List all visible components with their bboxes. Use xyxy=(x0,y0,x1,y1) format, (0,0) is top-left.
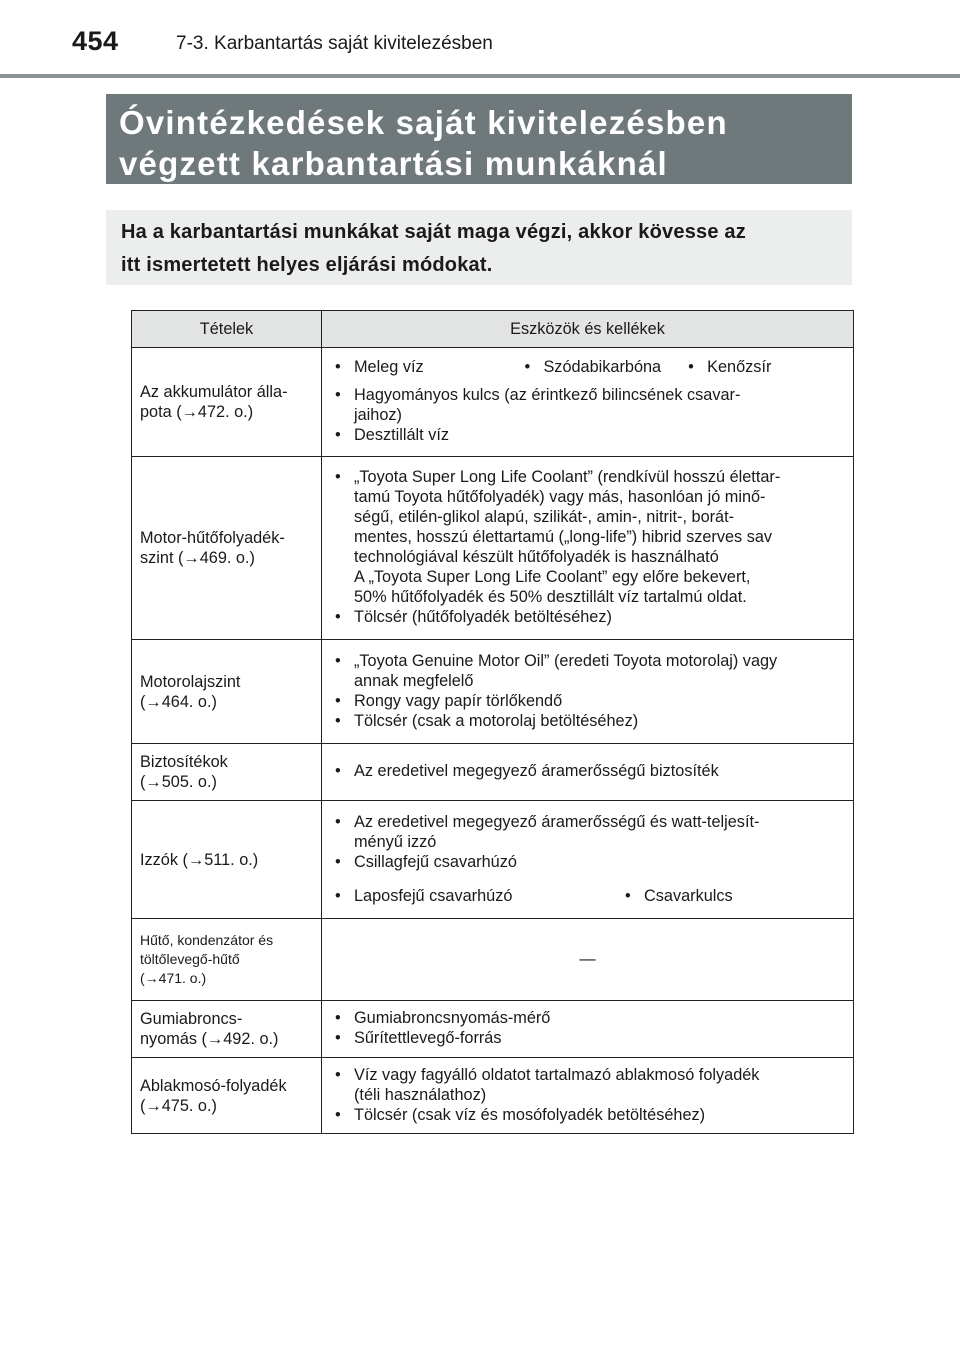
page-title xyxy=(106,94,852,184)
item-line: töltőlevegő-hűtő xyxy=(140,951,240,967)
tool-line: (téli használathoz) xyxy=(354,1085,487,1104)
item-line: pota (→472. o.) xyxy=(140,403,254,421)
table-row xyxy=(132,919,854,1001)
bullet-glyph: • xyxy=(335,1065,341,1084)
tool-item xyxy=(683,357,845,377)
tools-cell xyxy=(322,348,854,457)
bullet-glyph: • xyxy=(335,762,341,780)
tool-item xyxy=(330,812,845,852)
tool-item xyxy=(330,1028,845,1048)
column-header-items: Tételek xyxy=(132,311,322,348)
bullet-glyph: • xyxy=(335,651,341,670)
tool-item xyxy=(519,357,683,377)
item-line: (→471. o.) xyxy=(140,970,207,986)
tool-item xyxy=(330,711,845,731)
tool-line: 50% hűtőfolyadék és 50% desztillált víz tartalmú oldat. xyxy=(354,588,747,606)
bullet-glyph: • xyxy=(335,1009,341,1027)
tools-list xyxy=(330,385,845,445)
item-cell xyxy=(132,801,322,919)
item-line: Hűtő, kondenzátor és xyxy=(140,932,274,948)
table-row xyxy=(132,348,854,457)
tool-item xyxy=(330,385,845,425)
tool-line: Sűrítettlevegő-forrás xyxy=(354,1029,502,1047)
page-number: 454 xyxy=(72,26,119,56)
tool-line: Az eredetivel megegyező áramerősségű és watt-teljesít- xyxy=(354,812,760,831)
tool-item xyxy=(330,425,845,445)
empty-dash: — xyxy=(579,949,596,968)
bullet-glyph: • xyxy=(524,358,531,376)
item-line: Biztosítékok xyxy=(140,753,228,771)
tool-line: Csillagfejű csavarhúzó xyxy=(354,852,517,871)
tool-item-text: Csavarkulcs xyxy=(644,886,733,905)
tool-item xyxy=(330,1008,845,1028)
tool-line: ményű izzó xyxy=(354,832,437,851)
inline-tool-row xyxy=(330,357,845,377)
tool-line: jaihoz) xyxy=(354,406,402,424)
tool-item-text: Meleg víz xyxy=(354,358,424,376)
tools-list xyxy=(330,1008,845,1048)
tool-line: Tölcsér (csak víz és mosófolyadék betöltéséhez) xyxy=(354,1105,706,1124)
tool-line: „Toyota Super Long Life Coolant” (rendkívül hosszú élettar- xyxy=(354,468,781,486)
tool-line: technológiával készült hűtőfolyadék is használható xyxy=(354,548,719,566)
bullet-glyph: • xyxy=(335,358,341,376)
tool-line: Gumiabroncsnyomás-mérő xyxy=(354,1009,551,1027)
bullet-glyph: • xyxy=(335,812,341,831)
item-line: Izzók (→511. o.) xyxy=(140,850,259,869)
table-row xyxy=(132,1058,854,1134)
table-row xyxy=(132,457,854,640)
item-cell xyxy=(132,348,322,457)
tool-item xyxy=(330,886,620,906)
bullet-glyph: • xyxy=(335,1105,341,1124)
item-cell xyxy=(132,1001,322,1058)
item-line: Ablakmosó-folyadék xyxy=(140,1076,287,1095)
tool-line: Rongy vagy papír törlőkendő xyxy=(354,691,563,710)
bullet-glyph: • xyxy=(335,852,341,871)
table-row xyxy=(132,801,854,919)
bullet-glyph: • xyxy=(335,1029,341,1047)
item-cell xyxy=(132,744,322,801)
item-line: szint (→469. o.) xyxy=(140,549,255,567)
item-line: (→505. o.) xyxy=(140,773,217,791)
tools-cell xyxy=(322,1001,854,1058)
item-line: Motor-hűtőfolyadék- xyxy=(140,529,285,547)
table-row xyxy=(132,640,854,744)
item-cell xyxy=(132,457,322,640)
table-header-row xyxy=(132,311,854,348)
column-header-tools: Eszközök és kellékek xyxy=(322,311,854,348)
table-row xyxy=(132,1001,854,1058)
tools-list xyxy=(330,812,845,872)
tool-line: mentes, hosszú élettartamú („long-life”) hibrid szerves sav xyxy=(354,528,773,546)
tool-item xyxy=(330,467,845,607)
item-line: (→464. o.) xyxy=(140,692,217,711)
tools-cell xyxy=(322,640,854,744)
tool-item-text: Kenőzsír xyxy=(707,358,772,376)
item-line: nyomás (→492. o.) xyxy=(140,1030,279,1048)
intro-line: Ha a karbantartási munkákat saját maga végzi, akkor kövesse az xyxy=(121,221,746,243)
tool-line: Tölcsér (csak a motorolaj betöltéséhez) xyxy=(354,711,639,730)
inline-tool-row xyxy=(330,886,845,906)
tool-item-text: Laposfejű csavarhúzó xyxy=(354,886,513,905)
tool-line: annak megfelelő xyxy=(354,671,474,690)
bullet-glyph: • xyxy=(335,691,341,710)
tool-line: Az eredetivel megegyező áramerősségű biztosíték xyxy=(354,762,719,780)
bullet-glyph: • xyxy=(335,426,341,444)
tool-line: Tölcsér (hűtőfolyadék betöltéséhez) xyxy=(354,608,612,626)
bullet-glyph: • xyxy=(335,608,341,626)
tool-item xyxy=(330,357,519,377)
tool-item xyxy=(330,761,845,781)
tools-cell xyxy=(322,919,854,1001)
item-cell xyxy=(132,640,322,744)
bullet-glyph: • xyxy=(625,886,631,905)
item-cell xyxy=(132,919,322,1001)
tool-line: Hagyományos kulcs (az érintkező bilincsének csavar- xyxy=(354,386,741,404)
intro-note xyxy=(106,210,852,285)
tool-line: A „Toyota Super Long Life Coolant” egy előre bekevert, xyxy=(354,568,751,586)
tools-cell xyxy=(322,1058,854,1134)
tool-line: Víz vagy fagyálló oldatot tartalmazó ablakmosó folyadék xyxy=(354,1065,760,1084)
tool-item xyxy=(330,691,845,711)
tool-item xyxy=(330,1105,845,1125)
tool-line: „Toyota Genuine Motor Oil” (eredeti Toyota motorolaj) vagy xyxy=(354,651,778,670)
tool-item-text: Szódabikarbóna xyxy=(543,358,662,376)
tools-cell xyxy=(322,744,854,801)
bullet-glyph: • xyxy=(335,711,341,730)
bullet-glyph: • xyxy=(688,358,694,376)
tool-item xyxy=(330,607,845,627)
bullet-glyph: • xyxy=(335,386,341,404)
item-cell xyxy=(132,1058,322,1134)
tool-line: Desztillált víz xyxy=(354,426,449,444)
item-line: (→475. o.) xyxy=(140,1096,217,1115)
tool-item xyxy=(620,886,844,906)
tool-item xyxy=(330,852,845,872)
tool-line: ségű, etilén-glikol alapú, szilikát-, amin-, nitrit-, borát- xyxy=(354,508,735,526)
tool-item xyxy=(330,651,845,691)
tool-item xyxy=(330,1065,845,1105)
intro-line: itt ismertetett helyes eljárási módokat. xyxy=(121,254,493,276)
tools-list xyxy=(330,467,845,627)
item-line: Gumiabroncs- xyxy=(140,1010,243,1028)
tools-cell xyxy=(322,457,854,640)
item-line: Motorolajszint xyxy=(140,672,241,691)
tools-cell xyxy=(322,801,854,919)
tool-line: tamú Toyota hűtőfolyadék) vagy más, hasonlóan jó minő- xyxy=(354,488,766,506)
bullet-glyph: • xyxy=(335,468,341,486)
tools-list xyxy=(330,761,845,781)
header-divider xyxy=(0,74,960,78)
item-line: Az akkumulátor álla- xyxy=(140,383,288,401)
tools-list xyxy=(330,651,845,731)
page-title-line: végzett karbantartási munkáknál xyxy=(119,145,668,182)
section-title: 7-3. Karbantartás saját kivitelezésben xyxy=(176,33,493,54)
page-title-line: Óvintézkedések saját kivitelezésben xyxy=(119,104,728,141)
tools-list xyxy=(330,1065,845,1125)
maintenance-table xyxy=(131,310,854,1134)
bullet-glyph: • xyxy=(335,886,341,905)
table-row xyxy=(132,744,854,801)
